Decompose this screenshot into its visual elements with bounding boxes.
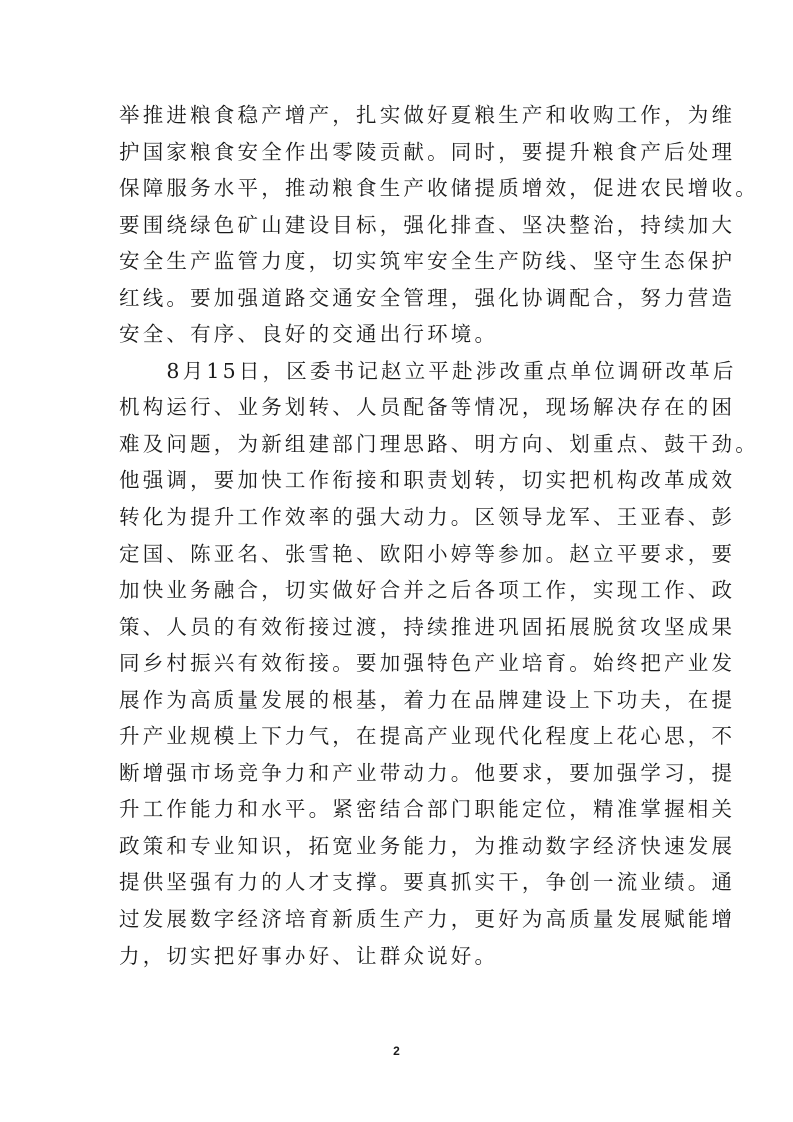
text-line: 机构运行、业务划转、人员配备等情况，现场解决存在的困 [119,395,736,420]
text-line: 他强调，要加快工作衔接和职责划转，切实把机构改革成效 [119,468,736,493]
text-line: 安全、有序、良好的交通出行环境。 [119,322,499,347]
text-line: 转化为提升工作效率的强大动力。区领导龙军、王亚春、彭 [119,505,736,530]
text-line: 难及问题，为新组建部门理思路、明方向、划重点、鼓干劲。 [119,431,759,456]
text-line: 加快业务融合，切实做好合并之后各项工作，实现工作、政 [119,578,736,603]
text-line: 断增强市场竞争力和产业带动力。他要求，要加强学习，提 [119,760,736,785]
text-line: 8月15日，区委书记赵立平赴涉改重点单位调研改革后 [119,358,737,383]
text-line: 策、人员的有效衔接过渡，持续推进巩固拓展脱贫攻坚成果 [119,614,736,639]
page-number: 2 [393,1044,400,1058]
text-line: 要围绕绿色矿山建设目标，强化排查、坚决整治，持续加大 [119,212,736,237]
text-line: 过发展数字经济培育新质生产力，更好为高质量发展赋能增 [119,907,736,932]
text-line: 力，切实把好事办好、让群众说好。 [119,943,499,968]
text-line: 保障服务水平，推动粮食生产收储提质增效，促进农民增收。 [119,176,759,201]
text-line: 展作为高质量发展的根基，着力在品牌建设上下功夫，在提 [119,687,736,712]
text-line: 红线。要加强道路交通安全管理，强化协调配合，努力营造 [119,285,736,310]
paragraph-2 [119,353,759,974]
text-line: 提供坚强有力的人才支撑。要真抓实干，争创一流业绩。通 [119,870,736,895]
text-line: 定国、陈亚名、张雪艳、欧阳小婷等参加。赵立平要求，要 [119,541,736,566]
document-body [119,97,759,974]
paragraph-1 [119,97,759,353]
text-line: 护国家粮食安全作出零陵贡献。同时，要提升粮食产后处理 [119,139,736,164]
text-line: 举推进粮食稳产增产，扎实做好夏粮生产和收购工作，为维 [119,103,736,127]
text-line: 升工作能力和水平。紧密结合部门职能定位，精准掌握相关 [119,797,736,822]
text-line: 政策和专业知识，拓宽业务能力，为推动数字经济快速发展 [119,833,736,858]
text-line: 同乡村振兴有效衔接。要加强特色产业培育。始终把产业发 [119,651,736,676]
text-line: 安全生产监管力度，切实筑牢安全生产防线、坚守生态保护 [119,249,736,274]
text-line: 升产业规模上下力气，在提高产业现代化程度上花心思，不 [119,724,736,749]
